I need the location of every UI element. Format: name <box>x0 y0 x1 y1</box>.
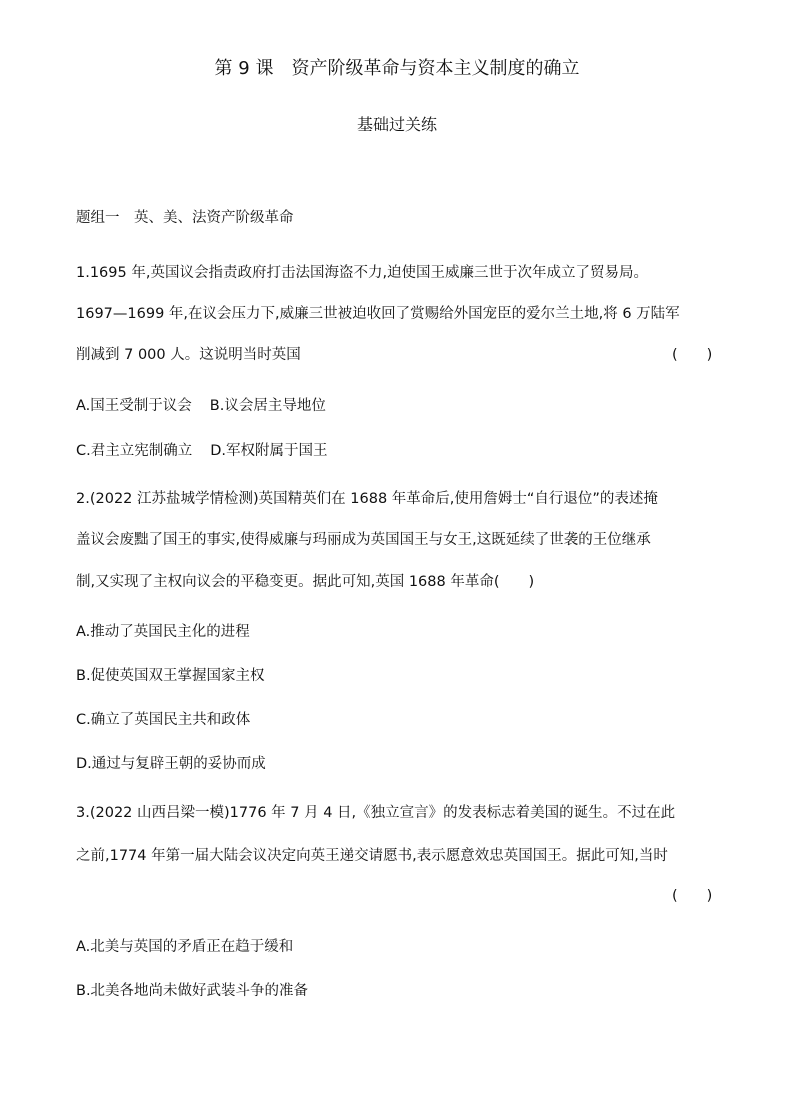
q1-line-3: 削减到 7 000 人。这说明当时英国 <box>76 347 301 363</box>
q2-option-d[interactable]: D.通过与复辟王朝的妥协而成 <box>76 756 266 772</box>
q1-line-2: 1697—1699 年,在议会压力下,威廉三世被迫收回了赏赐给外国宠臣的爱尔兰土地,将 6 万陆军 <box>76 306 680 322</box>
q1-line-1: 1.1695 年,英国议会指责政府打击法国海盗不力,迫使国王威廉三世于次年成立了贸易局。 <box>76 265 649 281</box>
q2-line-1: 2.(2022 江苏盐城学情检测)英国精英们在 1688 年革命后,使用詹姆士“自行退位”的表述掩 <box>76 491 658 507</box>
q3-line-1: 3.(2022 山西吕梁一模)1776 年 7 月 4 日,《独立宣言》的发表标志着美国的诞生。不过在此 <box>76 805 676 821</box>
lesson-title: 第 9 课 资产阶级革命与资本主义制度的确立 <box>214 58 580 79</box>
q1-option-a[interactable]: A.国王受制于议会 <box>76 398 192 414</box>
group-heading: 题组一 英、美、法资产阶级革命 <box>76 210 294 226</box>
q3-answer-blank: ( ) <box>672 888 713 904</box>
q1-options-row-1 <box>76 396 326 416</box>
q1-answer-blank: ( ) <box>672 347 713 363</box>
q2-option-a[interactable]: A.推动了英国民主化的进程 <box>76 624 250 640</box>
q1-option-b[interactable]: B.议会居主导地位 <box>209 398 326 414</box>
q1-options-row-2 <box>76 441 328 461</box>
q2-line-3: 制,又实现了主权向议会的平稳变更。据此可知,英国 1688 年革命( ) <box>76 574 535 590</box>
q1-option-c[interactable]: C.君主立宪制确立 <box>76 443 193 459</box>
section-subtitle: 基础过关练 <box>356 115 437 134</box>
q3-option-a[interactable]: A.北美与英国的矛盾正在趋于缓和 <box>76 939 294 955</box>
q3-line-2: 之前,1774 年第一届大陆会议决定向英王递交请愿书,表示愿意效忠英国国王。据此可知,当时 <box>76 848 668 864</box>
q3-option-b[interactable]: B.北美各地尚未做好武装斗争的准备 <box>76 983 309 999</box>
q2-option-b[interactable]: B.促使英国双王掌握国家主权 <box>76 668 265 684</box>
q2-option-c[interactable]: C.确立了英国民主共和政体 <box>76 712 251 728</box>
q1-option-d[interactable]: D.军权附属于国王 <box>210 443 328 459</box>
q2-line-2: 盖议会废黜了国王的事实,使得威廉与玛丽成为英国国王与女王,这既延续了世袭的王位继承 <box>76 532 651 548</box>
